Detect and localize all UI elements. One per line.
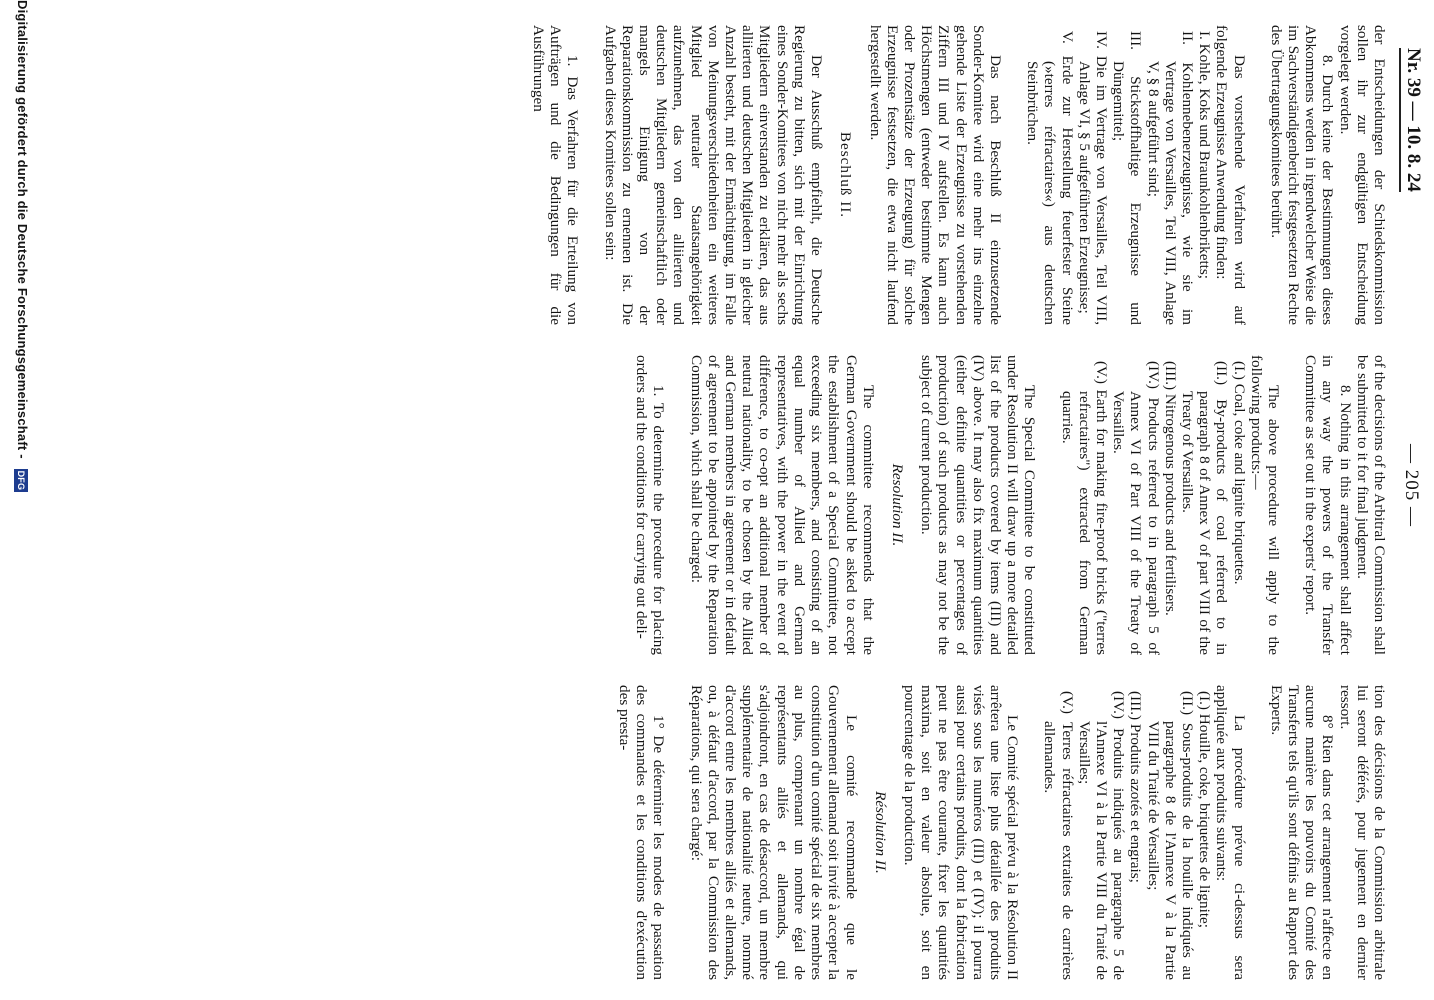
- english-paragraph: of the decisions of the Arbitral Commission shall be submitted to it for final judgment.: [1353, 355, 1388, 655]
- english-list-item: (III.) Nitrogenous products and fertilisers.: [1161, 361, 1179, 616]
- german-list-item: I. Kohle, Koks und Braunkohlenbriketts;: [1196, 31, 1214, 280]
- english-resolution-heading: Resolution II.: [888, 463, 906, 547]
- french-paragraph: tion des décisions de la Commission arbitrale lui seront déférés, pour jugement en dernier ressort.: [1336, 685, 1388, 980]
- english-paragraph: The Special Committee to be constituted under Resolution II will draw up a more detailed list of the products covered by items (III) and (IV) above. It may also fix maximum quantities (either definite quantities or percentages of production) of such products as may not be the subject of current production.: [918, 355, 1039, 655]
- french-list-item: (I.) Houille, coke, briquettes de lignite;: [1196, 691, 1214, 929]
- french-list-item: (IV.) Produits indiqués au paragraphe 5 de l'Annexe VI à la Partie VIII du Traité de Versailles;: [1075, 691, 1128, 980]
- french-list-item: (II.) Sous-produits de la houille indiqués au paragraphe 8 de l'Annexe V à la Partie VIII du Traité de Versailles;: [1144, 691, 1196, 980]
- english-list-item: (IV.) Products referred to in paragraph 5 of Annex VI of Part VIII of the Treaty of Versailles.: [1110, 361, 1162, 655]
- french-list-item: (III.) Produits azotés et engrais;: [1127, 691, 1145, 883]
- english-list-item: (V.) Earth for making fire-proof bricks ("terres refractaires") extracted from German quarries.: [1058, 361, 1110, 655]
- french-paragraph: 8° Rien dans cet arrangement n'affecte en aucune manière les pouvoirs du Comité des Transferts tels qu'ils sont définis au Rapport des Experts.: [1267, 685, 1337, 980]
- french-paragraph: Le Comité spécial prévu à la Résolution II arrêtera une liste plus détaillée des produits visés sous les numéros (III) et (IV); il pourra aussi pour certains produits, dont la fabrication peut ne pas être courante, fixer les quantités maxima, soit en valeur absolue, soit en pourcentage de la production.: [900, 685, 1022, 980]
- german-list-item: V. Erde zur Herstellung feuerfester Steine (»terres réfractaires«) aus deutschen Steinbrüchen.: [1024, 31, 1076, 325]
- english-list-item: (I.) Coal, coke and lignite briquettes.: [1230, 361, 1248, 585]
- english-paragraph: The above procedure will apply to the following products:—: [1247, 355, 1282, 655]
- french-paragraph: La procédure prévue ci-dessus sera appliquée aux produits suivants:: [1213, 685, 1248, 980]
- french-list-item: (V.) Terres réfractaires extraites de carrières allemandes.: [1041, 691, 1076, 980]
- german-column: [168, 25, 1388, 325]
- french-paragraph: Le comité recommande que le Gouvernement allemand soit invité à accepter la constitution d'un comité spécial de six membres au plus, comprenant un nombre égal de représentants alliés et allemands, qui s'adjoindront, en cas de désaccord, un membre supplémentaire de nationalité neutre, nommé d'accord entre les membres alliés et allemands, ou, à défaut d'accord, par la Commission des Réparations, qui sera chargé:: [687, 685, 860, 980]
- english-paragraph: 1. To determine the procedure for placing orders and the conditions for carrying out deli-: [633, 355, 668, 655]
- french-resolution-heading: Résolution II.: [871, 791, 889, 874]
- german-paragraph: der Entscheidungen der Schiedskommission sollen ihr zur endgültigen Entscheidung vorgelegt werden.: [1336, 25, 1388, 325]
- german-list-item: IV. Die im Vertrage von Versailles, Teil VIII, Anlage VI, § 5 aufgeführten Erzeugnisse;: [1075, 31, 1110, 325]
- english-paragraph: The committee recommends that the German Government should be asked to accept the establishment of a Special Committee, not exceeding six members, and consisting of an equal number of Allied and German representatives, with the power in the event of difference, to co-opt an additional member of neutral nationality, to be chosen by the Allied and German members in agreement or in default of agreement to be appointed by the Reparation Commission, which shall be charged:: [687, 355, 877, 655]
- issue-number-date: Nr. 39 — 10. 8. 24: [1399, 48, 1424, 192]
- english-paragraph: 8. Nothing in this arrangement shall affect in any way the powers of the Transfer Committee as set out in the experts' report.: [1302, 355, 1354, 655]
- german-paragraph: Das vorstehende Verfahren wird auf folgende Erzeugnisse Anwendung finden:: [1213, 25, 1248, 325]
- german-paragraph: 8. Durch keine der Bestimmungen dieses Abkommens werden in irgendwelcher Weise die im Sachverständigenbericht festgesetzten Rechte des Übertragungskomitees berührt.: [1267, 25, 1337, 325]
- german-list-item: II. Kohlennebenerzeugnisse, wie sie im Vertrage von Versailles, Teil VIII, Anlage V, § 8 aufgeführt sind;: [1144, 31, 1196, 325]
- page-number: — 205 —: [1401, 444, 1422, 527]
- french-column: [168, 685, 1388, 980]
- german-paragraph: Der Ausschuß empfiehlt, die Deutsche Regierung zu bitten, sich mit der Einrichtung eines Sonder-Komitees von nicht mehr als sechs Mitgliedern einverstanden zu erklären, das aus alliierten und deutschen Mitgliedern in gleicher Anzahl besteht, mit der Ermächtigung, im Falle von Meinungsverschiedenheiten ein weiteres Mitglied neutraler Staatsangehörigkeit aufzunehmen, das von den alliierten und deutschen Mitgliedern gemeinschaftlich oder mangels Einigung von der Reparationskommission zu ernennen ist. Die Aufgaben dieses Komitees sollen sein:: [601, 25, 826, 325]
- credit-text: Digitalisierung gefördert durch die Deutsche Forschungsgemeinschaft -: [15, 0, 30, 459]
- german-list-item: III. Stickstoffhaltige Erzeugnisse und Düngemittel;: [1110, 31, 1145, 325]
- german-resolution-heading: Beschluß II.: [837, 131, 855, 219]
- digitization-credit: [14, 0, 30, 1000]
- english-list-item: (II.) By-products of coal referred to in paragraph 8 of Annex V of part VIII of the Treaty of Versailles.: [1178, 361, 1231, 655]
- german-paragraph: Das nach Beschluß II einzusetzende Sonder-Komitee wird eine mehr ins einzelne gehende Liste der Erzeugnisse zu vorstehenden Ziffern III und IV aufstellen. Es kann auch Höchstmengen (entweder bestimmte Mengen oder Prozentsätze der Erzeugung) für solche Erzeugnisse festsetzen, die etwa nicht laufend hergestellt werden.: [866, 25, 1004, 325]
- french-paragraph: 1° De déterminer les modes de passation des commandes et les conditions d'exécution des presta-: [616, 685, 668, 980]
- english-column: [168, 355, 1388, 655]
- dfg-logo-icon: DFG: [16, 470, 26, 491]
- german-paragraph: 1. Das Verfahren für die Erteilung von Aufträgen und die Bedingungen für die Ausführungen: [530, 25, 582, 325]
